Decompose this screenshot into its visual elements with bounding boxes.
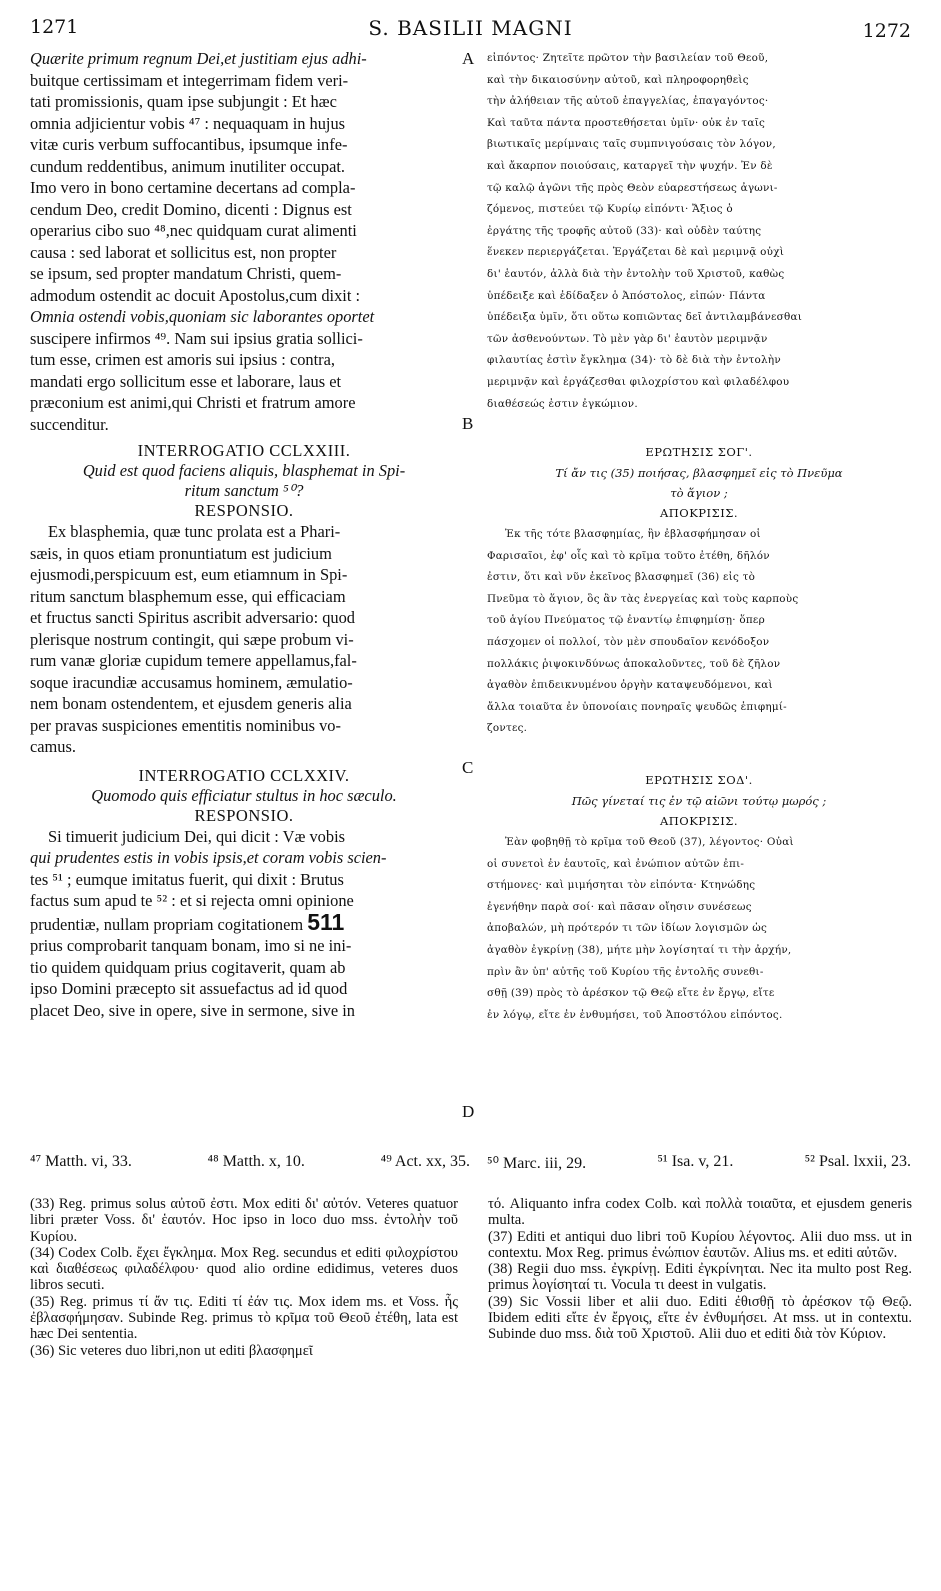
reference: ⁵⁰ Marc. iii, 29. [487, 1155, 587, 1172]
responsio-heading: RESPONSIO. [194, 501, 294, 520]
text-line: tati promissionis, quam ipse subjungit : Et hæc [30, 92, 337, 111]
question-274-text: Quomodo quis efficiatur stultus in hoc sæculo. [91, 785, 397, 805]
latin-column [30, 48, 458, 1021]
text-line: buitque certissimam et integerrimam fidem veri- [30, 70, 349, 90]
text-line: τῷ καλῷ ἀγῶνι τῆς πρὸς Θεὸν εὐαρεστήσεως ἀγωνι- [487, 181, 778, 194]
text-line: nem bonam ostendentem, et ejusdem generis alia [30, 694, 352, 713]
footnotes-right [488, 1196, 912, 1343]
text-line: admodum ostendit ac docuit Apostolus,cum dixit : [30, 285, 361, 305]
text-line: succenditur. [30, 414, 109, 434]
text-line: factus sum apud te ⁵² : et si rejecta omni opinione [30, 891, 354, 910]
text-line: præconium est animi,qui Christi et fratrum amore [30, 393, 356, 412]
margin-letter-d: D [462, 1102, 475, 1121]
text-line: Ἐὰν φοβηθῇ τὸ κρῖμα τοῦ Θεοῦ (37), λέγοντος· Οὐαὶ [505, 836, 794, 849]
reference: ⁴⁹ Act. xx, 35. [380, 1153, 470, 1170]
greek-column [487, 48, 911, 1026]
page-number-left: 1271 [30, 16, 79, 38]
text-line: Omnia ostendi vobis,quoniam sic laborantes oportet [30, 307, 375, 326]
latin-paragraph-3 [30, 826, 458, 1022]
references-left [30, 1153, 470, 1171]
text-line: ἐν λόγῳ, εἴτε ἐν ἐνθυμήσει, τοῦ Ἀποστόλου εἰπόντος. [487, 1008, 783, 1021]
text-line: causa : sed laborat et sollicitus est, non propter [30, 242, 337, 262]
apokrisis-heading: ΑΠΟΚΡΙΣΙΣ. [659, 814, 739, 829]
footnote: (37) Editi et antiqui duo libri τοῦ Κυρίου λέγοντος. Alii duo mss. ut in contextu. Mox Reg. primus ἐνώπιον ἑαυτῶν. Alius ms. et editi αὐτῶν. [488, 1228, 912, 1261]
question-273-text: ritum sanctum ⁵⁰? [184, 481, 304, 500]
text-line: rum vanæ gloriæ cupidum temere appellamus,fal- [30, 651, 357, 670]
text-line: ἕνεκεν περιεργάζεται. Ἐργάζεται δὲ καὶ μεριμνᾷ οὐχὶ [487, 246, 785, 259]
text-line: ζόμενος, πιστεύει τῷ Κυρίῳ εἰπόντι· Ἄξιος ὁ [487, 203, 733, 216]
text-line: ritum sanctum blasphemum esse, qui efficaciam [30, 586, 346, 606]
text-line: soque iracundiæ accusamus hominem, æmulatio- [30, 672, 353, 692]
text-line: ipso Domini præcepto sit assuefactus ad id quod [30, 979, 348, 998]
text-line: Imo vero in bono certamine decertans ad compla- [30, 178, 356, 197]
text-line: στήμονες· καὶ μιμήσηται τὸν εἰπόντα· Κτηνώδης [487, 879, 756, 892]
question-274-title: INTERROGATIO CCLXXIV. [138, 765, 350, 785]
text-line: διαθέσεώς ἐστιν ἐγκώμιον. [487, 397, 638, 410]
text-line: per pravas suspiciones ementitis nominibus vo- [30, 715, 341, 735]
footnote: (39) Sic Vossii liber et alii duo. Editi ἐθισθῇ τὸ ἀρέσκον τῷ Θεῷ. Ibidem editi εἴτε ἐν ἔργοις, εἴτε ἐν ἐνθυμήσει. At mss. ut in contextu. Subinde duo mss. διὰ τοῦ Χριστοῦ. Alii duo et editi διὰ τὸν Κύριον. [488, 1293, 912, 1343]
text-line: tio quidem quidquam prius cogitaverit, quam ab [30, 957, 346, 977]
text-line: ἄλλα τοιαῦτα ἐν ὑπονοίαις πονηραῖς ψευδῶς ἐπιφημί- [487, 700, 787, 713]
latin-paragraph-1 [30, 48, 458, 435]
text-line: τὴν ἀλήθειαν τῆς αὐτοῦ ἐπαγγελίας, ἐπαγαγόντος· [487, 95, 769, 108]
text-line: cendum Deo, credit Domino, dicenti : Dignus est [30, 199, 352, 219]
erotesis-274-text: Πῶς γίνεταί τις ἐν τῷ αἰῶνι τούτῳ μωρός ; [571, 794, 827, 809]
reference: ⁵¹ Isa. v, 21. [657, 1153, 734, 1170]
text-line: μεριμνᾷν καὶ ἐργάζεσθαι φιλοχρίστου καὶ φιλαδέλφου [487, 375, 790, 388]
text-line: plerisque nostrum contingit, qui sæpe probum vi- [30, 629, 354, 649]
running-title: S. BASILII MAGNI [368, 16, 573, 40]
responsio-heading: RESPONSIO. [194, 805, 294, 825]
text-line: τῶν ἀσθενούντων. Τὸ μὲν γὰρ δι' ἑαυτὸν μεριμνᾷν [487, 332, 768, 345]
text-line: qui prudentes estis in vobis ipsis,et coram vobis scien- [30, 848, 387, 867]
text-line: Ex blasphemia, quæ tunc prolata est a Phari- [48, 522, 341, 541]
text-line: ἐστιν, ὅτι καὶ νῦν ἐκεῖνος βλασφημεῖ (36) εἰς τὸ [487, 571, 756, 584]
page-header [30, 14, 911, 44]
text-line: ἀγαθὸν ἐπιδεικνυμένου ὀργὴν καταψευδόμενοι, καὶ [487, 679, 773, 692]
text-line: ἐγενήθην παρὰ σοί· καὶ πᾶσαν οἴησιν συνέσεως [487, 900, 752, 913]
footnote: (36) Sic veteres duo libri,non ut editi βλασφημεῖ [30, 1342, 313, 1359]
text-line: πρὶν ἂν ὑπ' αὐτῆς τοῦ Κυρίου τῆς ἐντολῆς συνεθι- [487, 965, 764, 978]
text-line: prius comprobarit tanquam bonam, imo si ne ini- [30, 936, 352, 955]
scripture-references [30, 1153, 911, 1175]
text-line: ὑπέδειξα ὑμῖν, ὅτι οὕτω κοπιῶντας δεῖ ἀντιλαμβάνεσθαι [487, 311, 803, 324]
text-line: πάσχομεν οἱ πολλοί, τὸν μὲν σπουδαῖον κενόδοξον [487, 636, 770, 649]
question-273-title: INTERROGATIO CCLXXIII. [137, 441, 351, 460]
text-line: ἀγαθὸν ἐγκρίνῃ (38), μήτε μὴν λογίσηταί τι τὴν ἀρχήν, [487, 944, 792, 956]
text-line: ἀποβαλών, μὴ πρότερόν τι τῶν ἰδίων λογισμῶν ὡς [487, 922, 768, 935]
text-line: ὑπέδειξε καὶ ἐδίδαξεν ὁ Ἀπόστολος, εἰπών· Πάντα [487, 289, 766, 302]
footnotes-left [30, 1196, 458, 1359]
text-line: τοῦ ἁγίου Πνεύματος τῷ ἐναντίῳ ἐπιφημίσῃ· ὅπερ [487, 614, 765, 627]
greek-paragraph-1 [487, 48, 911, 415]
text-line: Καὶ ταῦτα πάντα προστεθήσεται ὑμῖν· οὐκ ἐν ταῖς [487, 116, 766, 129]
footnote: (38) Regii duo mss. ἐγκρίνῃ. Editi ἐγκρίνηται. Nec ita multo post Reg. primus λογίσηταί τι. Vocula τι deest in vulgatis. [488, 1261, 912, 1294]
margin-letter-a: A [462, 49, 475, 68]
text-line: Φαρισαῖοι, ἐφ' οἷς καὶ τὸ κρῖμα τοῦτο ἐτέθη, δῆλόν [487, 549, 770, 562]
text-line: operarius cibo suo ⁴⁸,nec quidquam curat alimenti [30, 221, 357, 240]
text-line: omnia adjicientur vobis ⁴⁷ : nequaquam in hujus [30, 113, 346, 133]
text-line: οἱ συνετοὶ ἐν ἑαυτοῖς, καὶ ἐνώπιον αὐτῶν ἐπι- [487, 857, 745, 870]
text-line: Ἐκ τῆς τότε βλασφημίας, ἣν ἐβλασφήμησαν οἱ [505, 528, 761, 541]
text-line: πολλάκις ῥιψοκινδύνως ἀποκαλοῦντες, τοῦ δὲ ζῆλον [487, 657, 781, 670]
footnote: (33) Reg. primus solus αὐτοῦ ἐστι. Mox editi δι' αὐτόν. Veteres quatuor libri præter Voss. δι' ἑαυτόν. Hoc ipso in loco duo mss. ἐντολὴν τοῦ Κυρίου. [30, 1196, 458, 1245]
text-line: εἰπόντος· Ζητεῖτε πρῶτον τὴν βασιλείαν τοῦ Θεοῦ, [487, 52, 769, 64]
reference: ⁴⁷ Matth. vi, 33. [30, 1153, 132, 1170]
footnote: (35) Reg. primus τί ἄν τις. Editi τί ἐάν τις. Mox idem ms. et Voss. ἧς ἐβλασφήμησαν. Subinde Reg. primus τὸ κρῖμα τοῦ Θεοῦ ἐτέθη, lata est hæc Dei sententia. [30, 1293, 458, 1343]
margin-letter-b: B [462, 414, 474, 433]
erotesis-273-text: Τί ἄν τις (35) ποιήσας, βλασφημεῖ εἰς τὸ Πνεῦμα [555, 466, 843, 481]
question-273-text: Quid est quod faciens aliquis, blasphemat in Spi- [82, 461, 406, 480]
text-line: placet Deo, sive in opere, sive in sermone, sive in [30, 1000, 355, 1020]
references-right [487, 1153, 911, 1173]
text-line: mandati ergo sollicitum esse et laborare, laus et [30, 371, 342, 391]
text-line: Quærite primum regnum Dei,et justitiam ejus adhi- [30, 49, 367, 68]
text-line: vitæ curis verbum suffocantibus, ipsumque infe- [30, 135, 348, 154]
reference: ⁴⁸ Matth. x, 10. [207, 1153, 305, 1170]
column-number: 511 [307, 908, 345, 935]
text-line: suscipere infirmos ⁴⁹. Nam sui ipsius gratia sollici- [30, 328, 363, 348]
footnote: τό. Aliquanto infra codex Colb. καὶ πολλὰ τοιαῦτα, et ejusdem generis multa. [488, 1196, 912, 1229]
text-line: καὶ τὴν δικαιοσύνην αὐτοῦ, καὶ πληροφορηθεὶς [487, 73, 749, 86]
margin-letter-c: C [462, 758, 474, 777]
text-line: se ipsum, sed propter mandatum Christi, quem- [30, 264, 342, 283]
latin-paragraph-2 [30, 521, 458, 758]
greek-paragraph-3 [487, 832, 911, 1026]
text-line: Πνεῦμα τὸ ἅγιον, ὃς ἂν τὰς ἐνεργείας καὶ τοὺς καρποὺς [487, 592, 799, 605]
text-line: σθῇ (39) πρὸς τὸ ἀρέσκον τῷ Θεῷ εἴτε ἐν ἔργῳ, εἴτε [487, 987, 775, 1000]
text-line [30, 908, 458, 936]
text-line-segment: prudentiæ, nullam propriam cogitationem [30, 914, 304, 934]
reference: ⁵² Psal. lxxii, 23. [804, 1153, 911, 1170]
footnote: (34) Codex Colb. ἔχει ἔγκλημα. Mox Reg. secundus et editi φιλοχρίστου καὶ διαθέσεως φιλαδέλφου· quod alio ordine edidimus, veteres duos libros secuti. [30, 1244, 458, 1294]
text-line: ejusmodi,perspicuum est, eum etiamnum in Spi- [30, 565, 348, 584]
text-line: φιλαυτίας ἐστὶν ἔγκλημα (34)· τὸ δὲ διὰ τὴν ἐντολὴν [487, 354, 781, 367]
text-line: camus. [30, 737, 76, 756]
apokrisis-heading: ΑΠΟΚΡΙΣΙΣ. [659, 506, 739, 521]
text-line: cundum reddentibus, animum inutiliter occupat. [30, 156, 345, 176]
page-number-right: 1272 [862, 20, 911, 42]
text-line: ζοντες. [487, 722, 528, 735]
text-line: tes ⁵¹ ; eumque imitatus fuerit, qui dixit : Brutus [30, 869, 344, 889]
greek-paragraph-2 [487, 524, 911, 740]
text-line: δι' ἑαυτόν, ἀλλὰ διὰ τὴν ἐντολὴν τοῦ Χριστοῦ, καθὼς [487, 267, 785, 280]
erotesis-273-title: ΕΡΩΤΗΣΙΣ ΣΟΓ'. [645, 445, 753, 460]
text-line: Si timuerit judicium Dei, qui dicit : Væ vobis [48, 826, 346, 846]
text-line: βιωτικαῖς μερίμναις ταῖς συμπνιγούσαις τὸν λόγον, [487, 138, 776, 151]
text-line: ἐργάτης τῆς τροφῆς αὐτοῦ (33)· καὶ οὐδὲν ταύτης [487, 224, 762, 237]
erotesis-273-text: τὸ ἅγιον ; [670, 486, 728, 501]
text-line: tum esse, crimen est amoris sui ipsius : contra, [30, 350, 335, 369]
text-line: sæis, in quos etiam pronuntiatum est judicium [30, 543, 332, 563]
erotesis-274-title: ΕΡΩΤΗΣΙΣ ΣΟΔ'. [645, 773, 753, 788]
text-line: et fructus sancti Spiritus ascribit adversario: quod [30, 608, 356, 627]
text-line: καὶ ἄκαρπον ποιούσαις, καταργεῖ τὴν ψυχήν. Ἐν δὲ [487, 159, 773, 172]
